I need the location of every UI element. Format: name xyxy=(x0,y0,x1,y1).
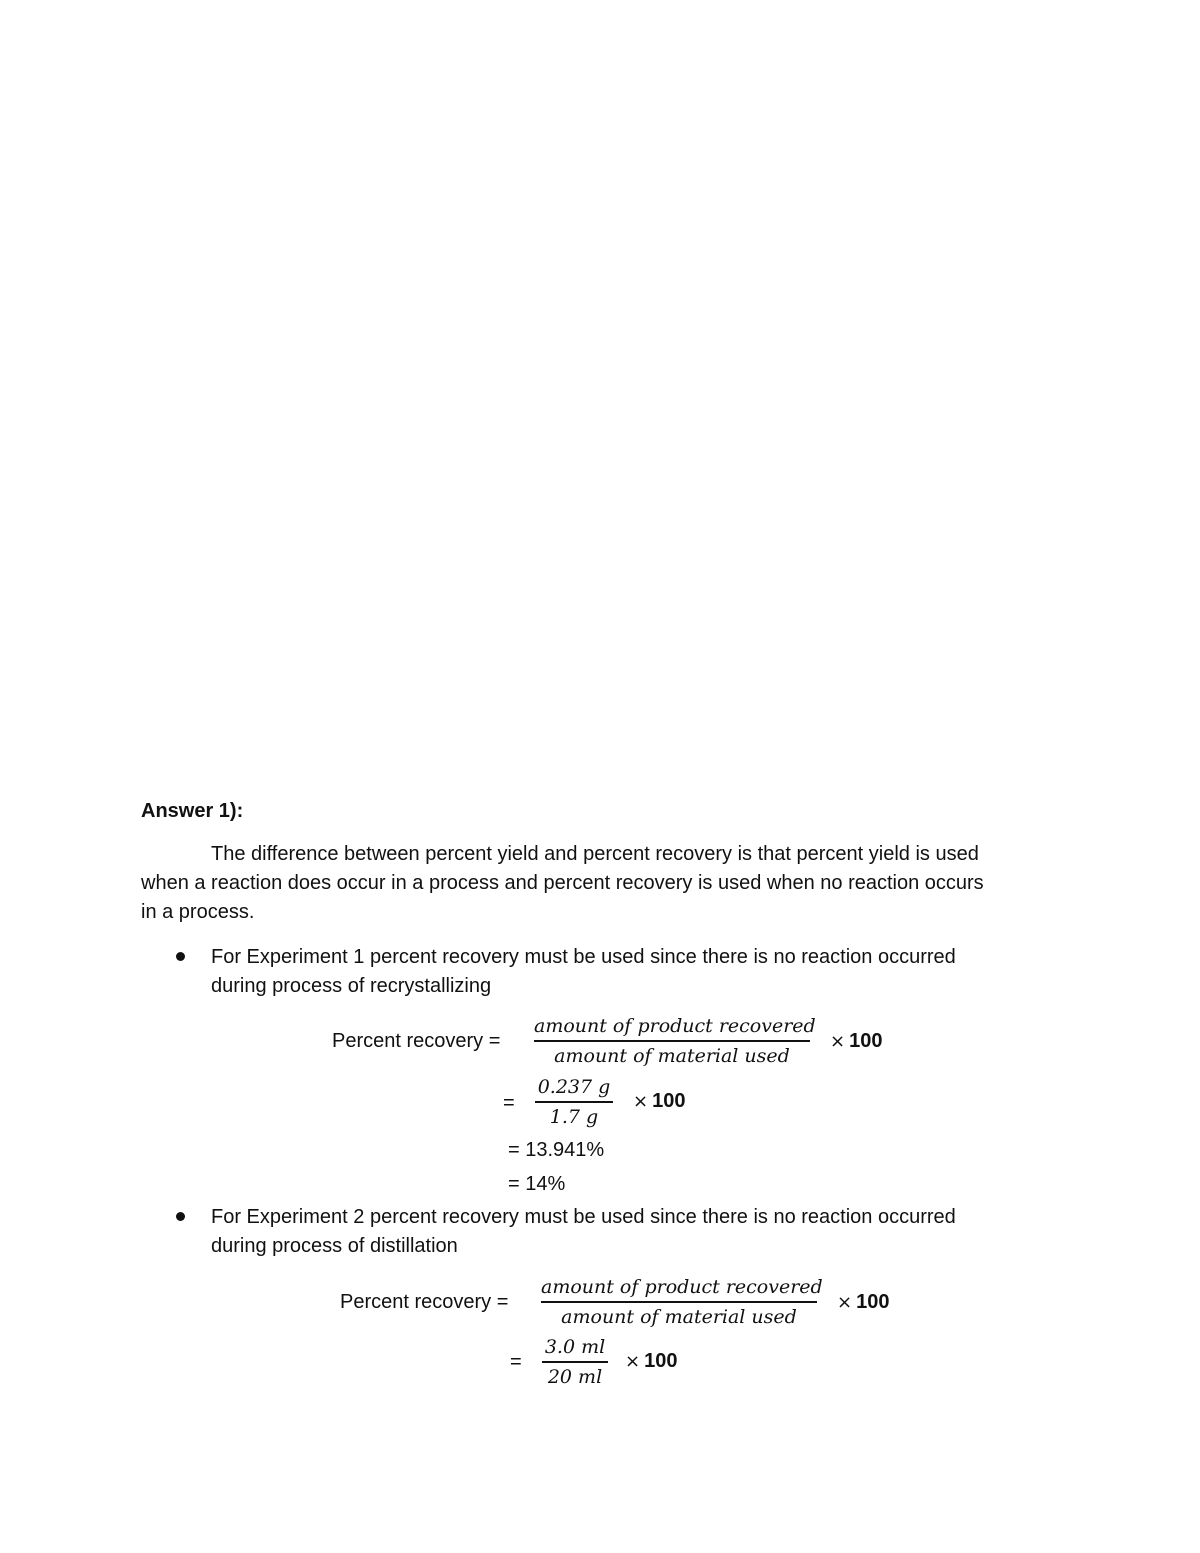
substitution-1-denominator: 1.7 g xyxy=(549,1106,599,1128)
multiplier-value: 100 xyxy=(856,1291,890,1313)
experiment-2-line-1: For Experiment 2 percent recovery must be used since there is no reaction occurred xyxy=(211,1206,956,1228)
substitution-2-equals: = xyxy=(510,1351,522,1373)
answer-heading: Answer 1): xyxy=(141,800,244,822)
substitution-2-multiplier xyxy=(625,1350,677,1373)
multiplier-value: 100 xyxy=(644,1350,678,1372)
substitution-1-equals: = xyxy=(503,1092,515,1114)
substitution-1-fraction xyxy=(535,1074,613,1130)
formula-2-denominator: amount of material used xyxy=(561,1306,797,1328)
result-1-rounded: = 14% xyxy=(508,1173,566,1195)
result-1-exact: = 13.941% xyxy=(508,1139,605,1161)
bullet-dot-icon xyxy=(176,952,185,961)
fraction-bar xyxy=(534,1040,810,1042)
intro-line-2: when a reaction does occur in a process and percent recovery is used when no reaction occurs xyxy=(141,872,984,894)
times-icon: × xyxy=(837,1292,853,1313)
substitution-1-multiplier xyxy=(633,1090,685,1113)
fraction-bar xyxy=(535,1101,613,1103)
multiplier-value: 100 xyxy=(652,1090,686,1112)
substitution-2-denominator: 20 ml xyxy=(547,1366,603,1388)
formula-1-numerator: amount of product recovered xyxy=(534,1015,816,1037)
formula-2-numerator: amount of product recovered xyxy=(541,1276,823,1298)
substitution-2-numerator: 3.0 ml xyxy=(544,1336,606,1358)
formula-1-fraction xyxy=(534,1013,816,1069)
multiplier-value: 100 xyxy=(849,1030,883,1052)
fraction-bar xyxy=(542,1361,608,1363)
formula-1-denominator: amount of material used xyxy=(554,1045,790,1067)
substitution-1-numerator: 0.237 g xyxy=(537,1076,611,1098)
bullet-dot-icon xyxy=(176,1212,185,1221)
formula-2-fraction xyxy=(541,1274,823,1330)
experiment-2-line-2: during process of distillation xyxy=(211,1235,458,1257)
intro-line-1: The difference between percent yield and percent recovery is that percent yield is used xyxy=(211,843,979,865)
substitution-2-fraction xyxy=(542,1334,608,1390)
formula-1-label: Percent recovery = xyxy=(332,1030,501,1052)
times-icon: × xyxy=(830,1031,846,1052)
experiment-1-line-2: during process of recrystallizing xyxy=(211,975,492,997)
times-icon: × xyxy=(633,1091,649,1112)
formula-2-multiplier xyxy=(837,1291,889,1314)
formula-2-label: Percent recovery = xyxy=(340,1291,509,1313)
intro-line-3: in a process. xyxy=(141,901,255,923)
times-icon: × xyxy=(625,1351,641,1372)
experiment-1-line-1: For Experiment 1 percent recovery must be used since there is no reaction occurred xyxy=(211,946,956,968)
formula-1-multiplier xyxy=(830,1030,882,1053)
fraction-bar xyxy=(541,1301,817,1303)
